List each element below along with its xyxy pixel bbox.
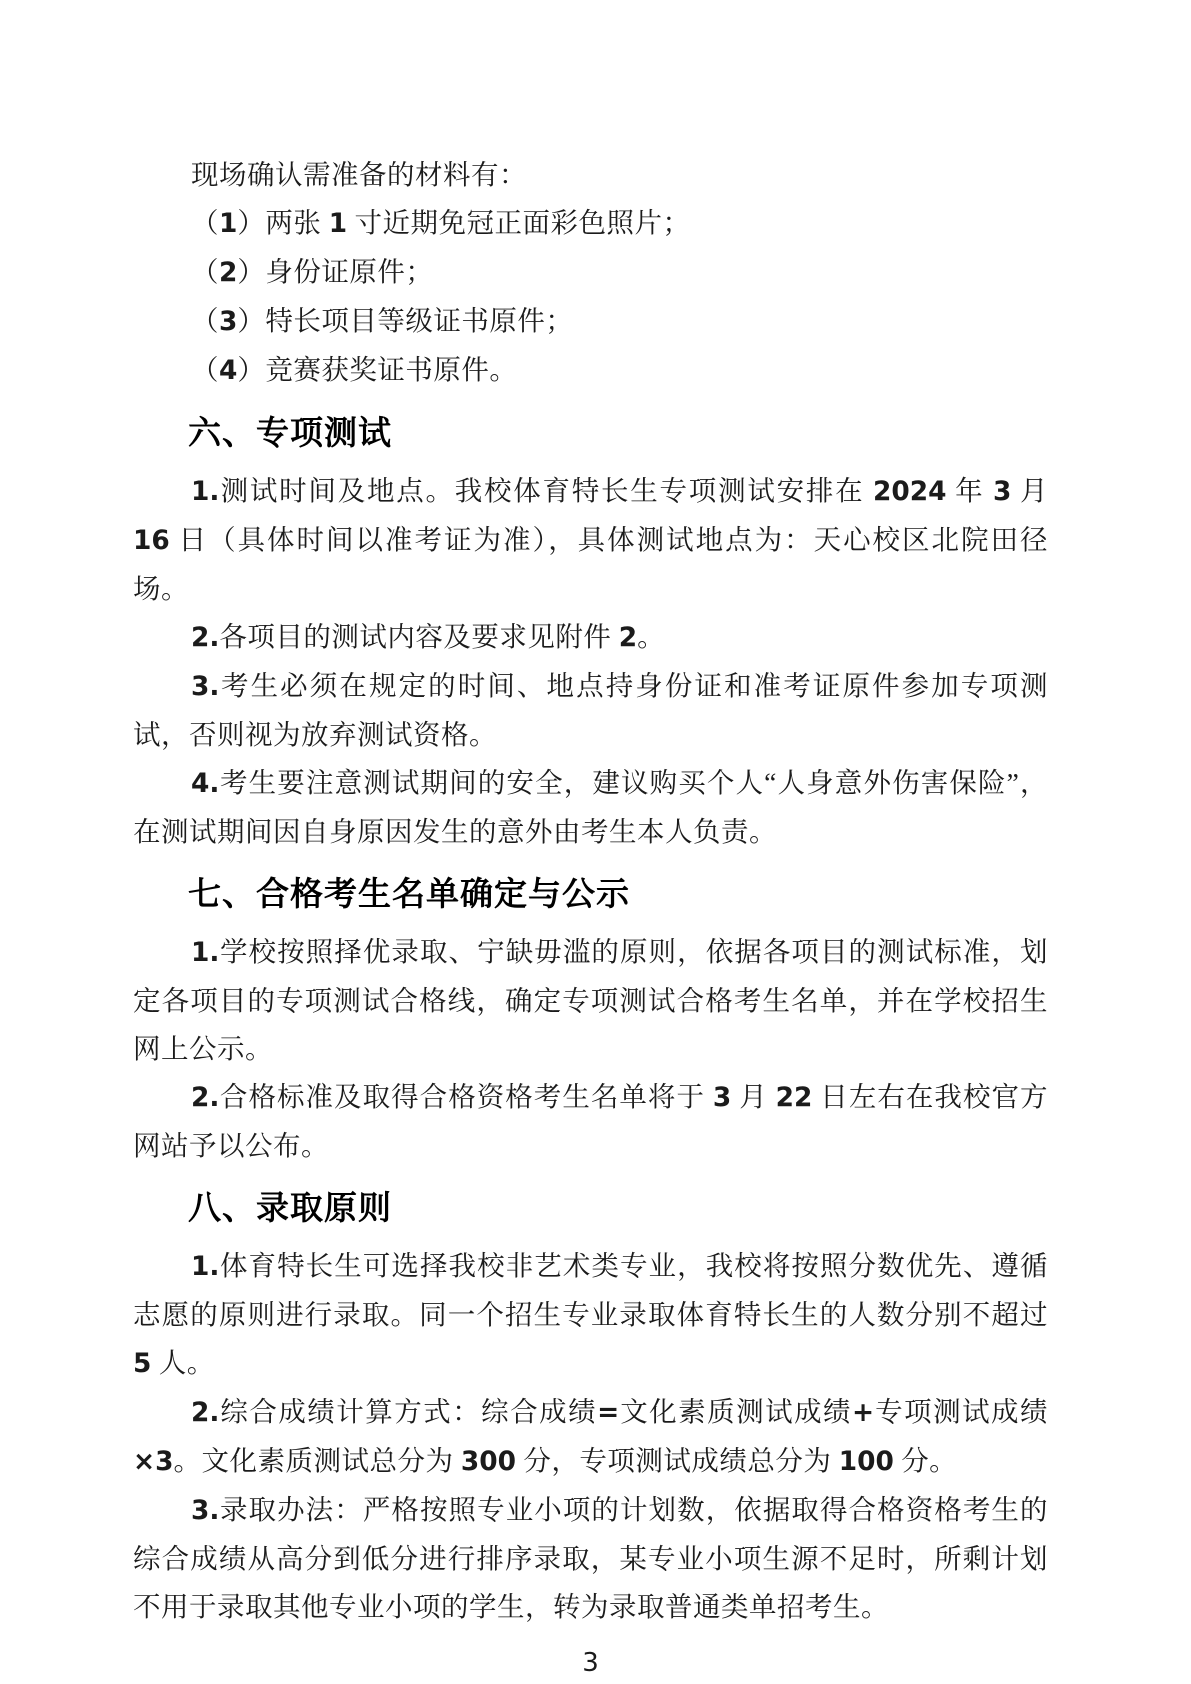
section-qualified-list-paragraph-1: 1.学校按照择优录取、宁缺毋滥的原则，依据各项目的测试标准，划定各项目的专项测试合格线，确定专项测试合格考生名单，并在学校招生网上公示。	[133, 936, 1048, 1064]
section-admission-rules-paragraph-2: 2.综合成绩计算方式：综合成绩=文化素质测试成绩+专项测试成绩×3。文化素质测试总分为 300 分，专项测试成绩总分为 100 分。	[133, 1396, 1049, 1477]
material-item-3: （3）特长项目等级证书原件；	[191, 305, 574, 337]
material-item-1: （1）两张 1 寸近期免冠正面彩色照片；	[191, 207, 691, 239]
page-number: 3	[582, 1648, 599, 1678]
section-heading-qualified-list: 七、合格考生名单确定与公示	[188, 875, 630, 912]
material-item-2: （2）身份证原件；	[191, 256, 434, 288]
intro-line: 现场确认需准备的材料有：	[191, 159, 527, 190]
section-admission-rules-paragraph-1: 1.体育特长生可选择我校非艺术类专业，我校将按照分数优先、遵循志愿的原则进行录取。同一个招生专业录取体育特长生的人数分别不超过 5 人。	[133, 1250, 1048, 1379]
section-heading-special-test: 六、专项测试	[188, 414, 392, 451]
section-heading-admission-rules: 八、录取原则	[188, 1189, 392, 1226]
section-qualified-list-paragraph-2: 2.合格标准及取得合格资格考生名单将于 3 月 22 日左右在我校官方网站予以公布。	[133, 1081, 1049, 1161]
section-special-test-paragraph-2: 2.各项目的测试内容及要求见附件 2。	[191, 621, 666, 653]
section-special-test-paragraph-3: 3.考生必须在规定的时间、地点持身份证和准考证原件参加专项测试，否则视为放弃测试资格。	[133, 670, 1048, 750]
section-admission-rules-paragraph-3: 3.录取办法：严格按照专业小项的计划数，依据取得合格资格考生的综合成绩从高分到低分进行排序录取，某专业小项生源不足时，所剩计划不用于录取其他专业小项的学生，转为录取普通类单招考生。	[133, 1494, 1048, 1622]
section-special-test-paragraph-4: 4.考生要注意测试期间的安全，建议购买个人“人身意外伤害保险”，在测试期间因自身原因发生的意外由考生本人负责。	[133, 767, 1048, 847]
material-item-4: （4）竞赛获奖证书原件。	[191, 354, 518, 386]
section-special-test-paragraph-1: 1.测试时间及地点。我校体育特长生专项测试安排在 2024 年 3 月 16 日（具体时间以准考证为准），具体测试地点为：天心校区北院田径场。	[133, 475, 1049, 604]
